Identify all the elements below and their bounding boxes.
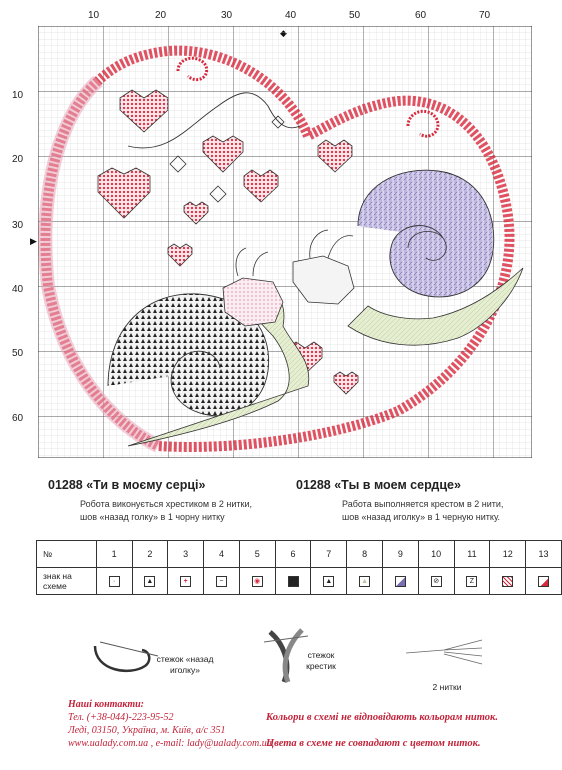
color-key-table: [36, 540, 562, 595]
contacts-web-email[interactable]: www.ualady.com.ua , e-mail: lady@ualady.com.ua: [68, 738, 272, 749]
ru-desc-line2: шов «назад иголку» в 1 черную нитку.: [342, 512, 501, 522]
threads-illustration: [404, 638, 484, 668]
circle-dot-icon: ◉: [252, 576, 263, 587]
filled-square-icon: [288, 576, 299, 587]
legend-number: 10: [418, 541, 454, 568]
backstitch-label: стежок «назад иголку»: [156, 654, 214, 675]
legend-number: 9: [382, 541, 418, 568]
ua-title: 01288 «Ти в моєму серці»: [48, 478, 206, 492]
legend-symbol-header: знак на схеме: [37, 568, 97, 595]
x-tick: 50: [349, 10, 361, 21]
z-icon: Z: [466, 576, 477, 587]
legend-number: 12: [490, 541, 526, 568]
x-tick: 70: [479, 10, 491, 21]
y-tick: 20: [12, 154, 24, 165]
ru-description: [342, 498, 503, 524]
triangle-icon: ▲: [144, 576, 155, 587]
cross-stitch-chart: [38, 26, 532, 458]
contacts-phone: Тел. (+38-044)-223-95-52: [68, 712, 174, 723]
y-tick: 10: [12, 90, 24, 101]
legend-number: 5: [239, 541, 275, 568]
legend-symbol-row: [37, 568, 562, 595]
light-triangle-icon: ▲: [359, 576, 370, 587]
ua-desc-line2: шов «назад голку» в 1 чорну нитку: [80, 512, 225, 522]
legend-number: 8: [347, 541, 383, 568]
legend-number: 6: [275, 541, 311, 568]
legend-number: 4: [204, 541, 240, 568]
ua-description: [80, 498, 252, 524]
legend-number: 13: [526, 541, 562, 568]
x-tick: 60: [415, 10, 427, 21]
y-tick: 40: [12, 284, 24, 295]
warning-ua: Кольори в схемі не відповідають кольорам ниток.: [266, 712, 498, 723]
leaf-icon: ⊘: [431, 576, 442, 587]
x-tick: 10: [88, 10, 100, 21]
center-marker-left: ▶: [30, 236, 37, 246]
ru-title: 01288 «Ты в моем сердце»: [296, 478, 461, 492]
arrow-up-icon: ▲: [323, 576, 334, 587]
x-tick: 20: [155, 10, 167, 21]
y-tick: 50: [12, 348, 24, 359]
x-tick: 40: [285, 10, 297, 21]
y-tick: 30: [12, 220, 24, 231]
legend-number: 2: [132, 541, 168, 568]
corner-icon: [538, 576, 549, 587]
minus-icon: −: [216, 576, 227, 587]
contacts-block: [68, 698, 272, 750]
legend-number-row: [37, 541, 562, 568]
x-tick: 30: [221, 10, 233, 21]
hatch-icon: [502, 576, 513, 587]
half-diagonal-icon: [395, 576, 406, 587]
ru-desc-line1: Работа выполняется крестом в 2 нити,: [342, 499, 504, 509]
contacts-address: Леді, 03150, Україна, м. Київ, а/с 351: [68, 725, 226, 736]
contacts-heading: Наші контакти:: [68, 699, 145, 710]
cross-stitch-label: стежок крестик: [306, 650, 336, 671]
legend-number: 7: [311, 541, 347, 568]
warning-ru: Цвета в схеме не совпадают с цветом ниток.: [266, 738, 481, 749]
y-tick: 60: [12, 413, 24, 424]
threads-label: 2 нитки: [432, 682, 462, 692]
legend-number: 3: [168, 541, 204, 568]
plus-icon: +: [180, 576, 191, 587]
legend-number: 11: [454, 541, 490, 568]
ua-desc-line1: Робота виконується хрестиком в 2 нитки,: [80, 499, 252, 509]
legend-number-header: №: [37, 541, 97, 568]
legend-number: 1: [96, 541, 132, 568]
dot-icon: ·: [109, 576, 120, 587]
